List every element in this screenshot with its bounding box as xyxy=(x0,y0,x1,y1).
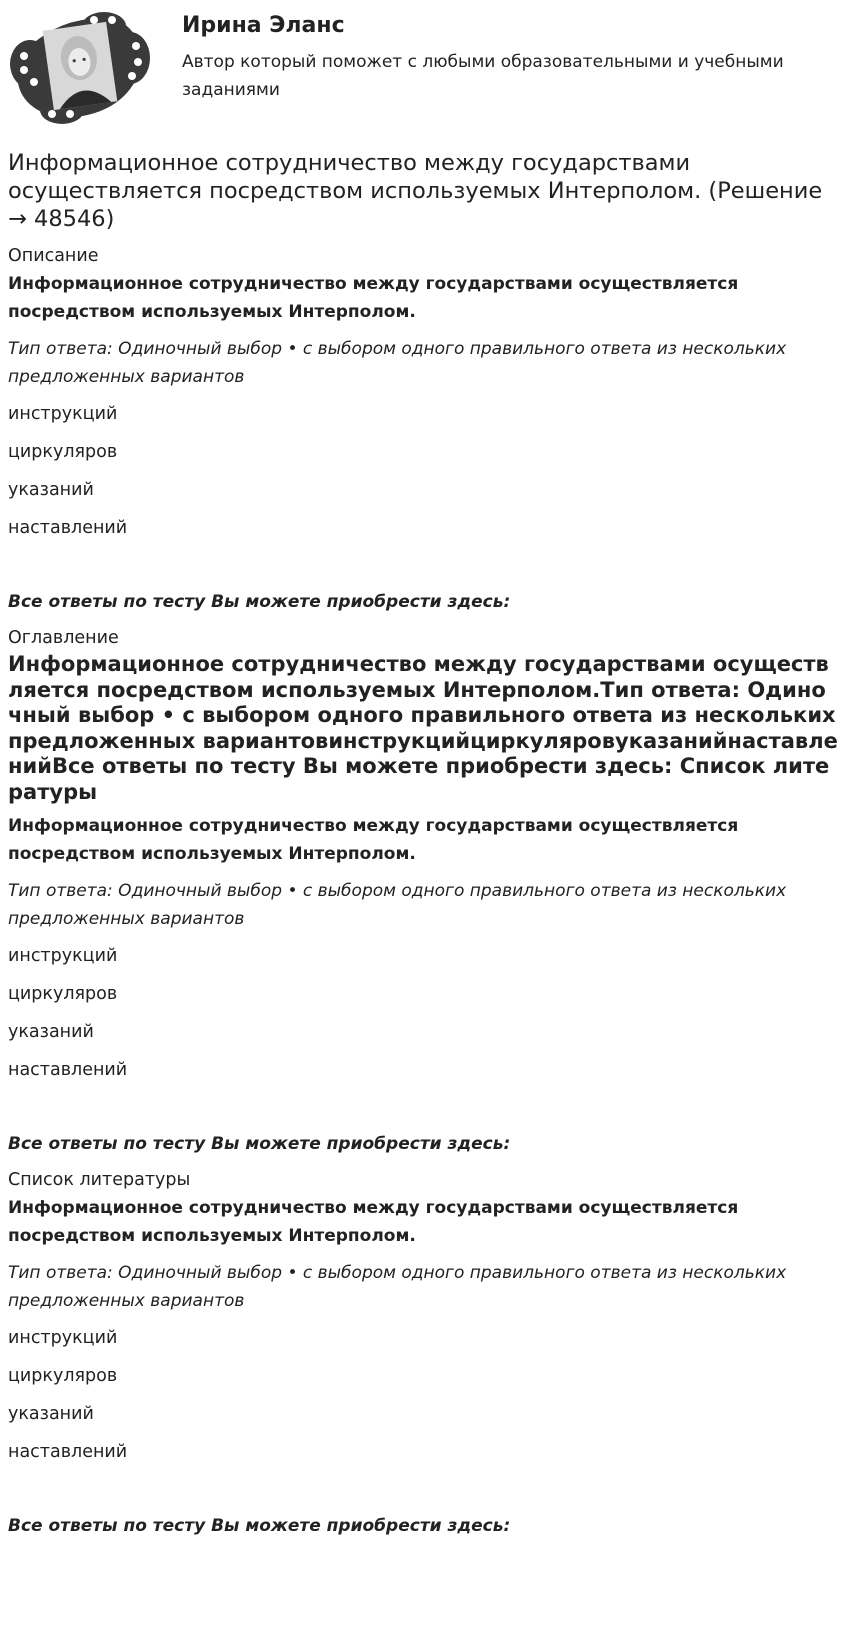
toc-section xyxy=(8,626,839,1156)
buy-answers-link[interactable]: Все ответы по тесту Вы можете приобрести здесь: xyxy=(8,592,511,612)
section-label-toc: Оглавление xyxy=(8,628,119,648)
answer-option: указаний xyxy=(8,1404,94,1424)
author-description: Автор который поможет с любыми образовательными и учебными заданиями xyxy=(182,52,784,100)
answer-type: Тип ответа: Одиночный выбор • с выбором одного правильного ответа из нескольких предложенных вариантов xyxy=(8,339,787,387)
answer-option: наставлений xyxy=(8,1442,128,1462)
answer-option: инструкций xyxy=(8,404,118,424)
answer-option: инструкций xyxy=(8,1328,118,1348)
answer-option: циркуляров xyxy=(8,984,118,1004)
author-avatar[interactable] xyxy=(8,6,152,126)
answer-type: Тип ответа: Одиночный выбор • с выбором одного правильного ответа из нескольких предложенных вариантов xyxy=(8,1263,787,1311)
page-title: Информационное сотрудничество между государствами осуществляется посредством используемых Интерполом. (Решение → 48546) xyxy=(8,150,823,232)
buy-answers-link[interactable]: Все ответы по тесту Вы можете приобрести здесь: xyxy=(8,1516,511,1536)
answer-type: Тип ответа: Одиночный выбор • с выбором одного правильного ответа из нескольких предложенных вариантов xyxy=(8,881,787,929)
question-text: Информационное сотрудничество между государствами осуществляется посредством используемых Интерполом. xyxy=(8,1198,739,1246)
answer-option: указаний xyxy=(8,480,94,500)
film-frame-icon xyxy=(8,6,152,126)
toc-heading: Информационное сотрудничество между государствами осуществляется посредством используемых Интерполом.Тип ответа: Одиночный выбор • с выбором одного правильного ответа из нескольких предложенных вариантовинструкцийциркуляровуказанийнаставленийВсе ответы по тесту Вы можете приобрести здесь: Список литературы xyxy=(8,652,838,804)
section-label-literature: Список литературы xyxy=(8,1170,191,1190)
author-name[interactable]: Ирина Эланс xyxy=(182,13,345,38)
buy-answers-link[interactable]: Все ответы по тесту Вы можете приобрести здесь: xyxy=(8,1134,511,1154)
author-card xyxy=(8,0,839,132)
answer-option: наставлений xyxy=(8,1060,128,1080)
literature-section xyxy=(8,1168,839,1538)
question-text: Информационное сотрудничество между государствами осуществляется посредством используемых Интерполом. xyxy=(8,274,739,322)
description-section xyxy=(8,244,839,614)
answer-option: наставлений xyxy=(8,518,128,538)
question-text: Информационное сотрудничество между государствами осуществляется посредством используемых Интерполом. xyxy=(8,816,739,864)
answer-option: циркуляров xyxy=(8,442,118,462)
author-info xyxy=(182,6,822,104)
answer-option: циркуляров xyxy=(8,1366,118,1386)
answer-option: инструкций xyxy=(8,946,118,966)
section-label-description: Описание xyxy=(8,246,99,266)
answer-option: указаний xyxy=(8,1022,94,1042)
